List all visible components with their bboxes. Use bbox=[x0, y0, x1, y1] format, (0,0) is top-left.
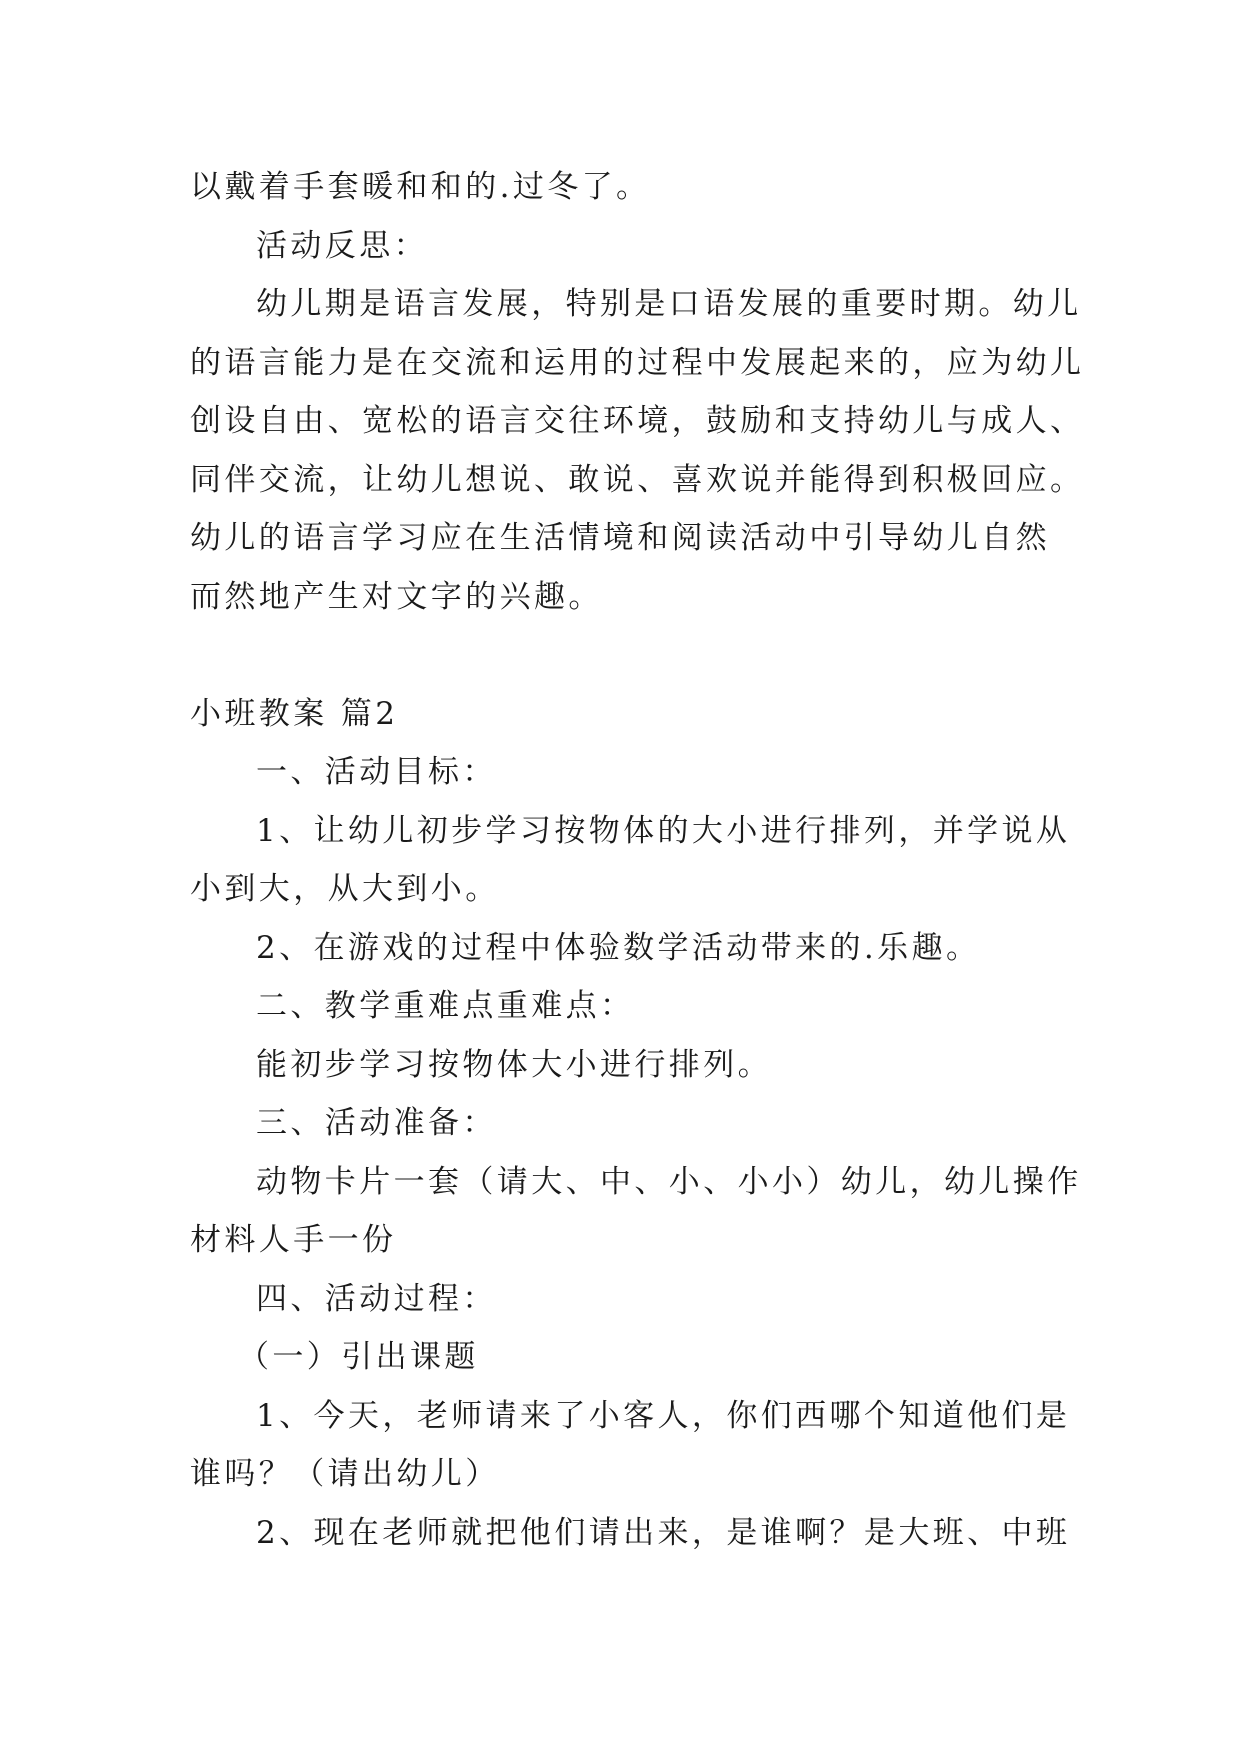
paragraph-line: 而然地产生对文字的兴趣。 bbox=[190, 578, 603, 615]
subsection-heading: （一）引出课题 bbox=[238, 1339, 479, 1375]
text-line: 以戴着手套暖和和的.过冬了。 bbox=[190, 169, 651, 205]
paragraph-line: 的语言能力是在交流和运用的过程中发展起来的，应为幼儿 bbox=[190, 344, 1085, 381]
paragraph-line: 创设自由、宽松的语言交往环境，鼓励和支持幼儿与成人、 bbox=[190, 403, 1085, 439]
section-heading: 活动反思： bbox=[256, 227, 428, 264]
paragraph-line: 同伴交流，让幼儿想说、敢说、喜欢说并能得到积极回应。 bbox=[190, 461, 1085, 498]
paragraph-line: 幼儿期是语言发展，特别是口语发展的重要时期。幼儿 bbox=[256, 286, 1082, 322]
list-item-line: 1、让幼儿初步学习按物体的大小进行排列，并学说从 bbox=[256, 812, 1071, 849]
paragraph-line: 材料人手一份 bbox=[190, 1222, 397, 1258]
list-item-line: 1、今天，老师请来了小客人，你们西哪个知道他们是 bbox=[256, 1397, 1071, 1434]
paragraph-line: 能初步学习按物体大小进行排列。 bbox=[256, 1046, 772, 1083]
document-body bbox=[190, 158, 1085, 1562]
list-item-line: 小到大，从大到小。 bbox=[190, 871, 500, 907]
list-item-line: 谁吗？（请出幼儿） bbox=[190, 1456, 500, 1492]
paragraph-line: 动物卡片一套（请大、中、小、小小）幼儿，幼儿操作 bbox=[256, 1163, 1082, 1200]
blank-line bbox=[190, 626, 1070, 685]
article-title: 小班教案 篇2 bbox=[190, 695, 399, 732]
section-heading: 二、教学重难点重难点： bbox=[256, 988, 635, 1024]
list-item-line: 2、在游戏的过程中体验数学活动带来的.乐趣。 bbox=[256, 929, 981, 966]
section-heading: 四、活动过程： bbox=[256, 1280, 497, 1317]
section-heading: 三、活动准备： bbox=[256, 1105, 497, 1141]
list-item-line: 2、现在老师就把他们请出来，是谁啊？是大班、中班 bbox=[256, 1514, 1071, 1551]
section-heading: 一、活动目标： bbox=[256, 754, 497, 790]
paragraph-line: 幼儿的语言学习应在生活情境和阅读活动中引导幼儿自然 bbox=[190, 520, 1050, 556]
